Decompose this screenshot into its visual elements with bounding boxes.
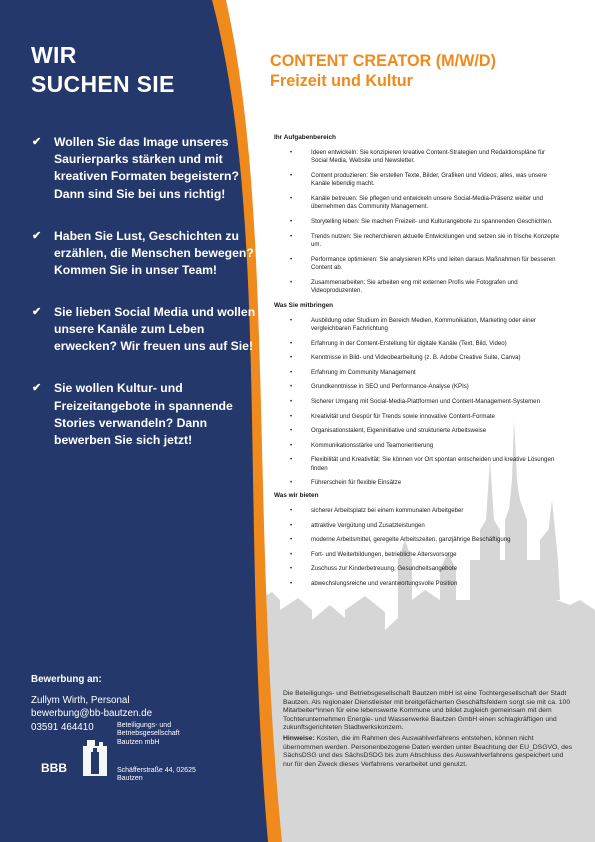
list-item [274,536,570,544]
headline-line-2: SUCHEN SIE [31,71,175,97]
bullet-dot-icon: • [290,412,293,420]
company-name-line: Beteiligungs- und [117,722,172,729]
job-subtitle: Freizeit und Kultur [270,72,413,90]
contact-name: Zullym Wirth, Personal [31,694,130,706]
hint-label: Hinweise: [283,734,315,742]
company-name-line: Bautzen mbH [117,738,160,746]
list-item [274,442,570,450]
section-heading: Ihr Aufgabenbereich [274,134,336,141]
list-item-text: Trends nutzen: Sie recherchieren aktuelle Entwicklungen und setzen sie in frische Konzepte um. [311,232,560,248]
list-item [274,195,570,212]
list-item-text: Erfahrung im Community Management [311,368,416,376]
list-item-text: Organisationstalent, Eigeninitiative und strukturierte Arbeitsweise [311,427,487,435]
list-item-text: Erfahrung in der Content-Erstellung für digitale Kanäle (Text, Bild, Video) [311,339,507,347]
list-item [274,551,570,559]
bullet-dot-icon: • [290,479,293,487]
teaser-bullet [31,134,259,203]
job-description [274,134,570,595]
check-icon: ✔ [32,229,42,242]
list-item [274,456,570,473]
section-offer [274,492,570,588]
list-item [274,565,570,573]
teaser-bullet-text: Sie wollen Kultur- und Freizeitangebote in spannende Stories verwandeln? Dann bewerben Sie sich jetzt! [54,381,233,448]
list-item [274,172,570,189]
list-item [274,340,570,348]
list-item [274,317,570,334]
bullet-dot-icon: • [290,456,293,464]
logo-text: BBB [41,761,67,775]
contact-phone: 03591 464410 [31,721,94,733]
list-item-text: Zusammenarbeiten: Sie arbeiten eng mit externen Profis wie Fotografen und Videoproduzenten. [311,278,518,294]
footer-notes [283,690,575,771]
list-item-text: sicherer Arbeitsplatz bei einem kommunalen Arbeitgeber [311,506,464,514]
contact-email-link[interactable]: bewerbung@bb-bautzen.de [31,708,153,720]
teaser-bullet-list [31,134,259,474]
teaser-bullet [31,304,259,356]
list-item [274,369,570,377]
list-item-text: Zuschuss zur Kinderbetreuung, Gesundheitsangebote [311,565,458,573]
list-item-text: moderne Arbeitsmittel, geregelte Arbeitszeiten, ganzjährige Beschäftigung [311,536,511,544]
bullet-dot-icon: • [290,218,293,225]
company-about: Die Beteiligungs- und Betriebsgesellschaft Bautzen mbH ist eine Tochtergesellschaft der Stadt Bautzen. Als regionaler Dienstleister mit breitgefächerten Geschäftsfeldern sorgt sie mit ca. 100 Mitarbeiter*innen für eine lebenswerte Kommune und bildet zugleich gemeinsam mit dem Tochterunternehmen Energie- und Wasserwerke Bautzen GmbH einen schlagkräftigen und zukunftsgerichteten Stadtwerkskonzern. [283,690,571,732]
list-item-text: Grundkenntnisse in SEO und Performance-Analyse (KPIs) [311,383,469,391]
list-item-text: Ausbildung oder Studium im Bereich Medien, Kommunikation, Marketing oder einer vergleichbaren Fachrichtung [311,316,536,332]
company-name-line: Betriebsgesellschaft [117,730,180,738]
bullet-dot-icon: • [290,441,293,449]
check-icon: ✔ [32,382,42,395]
privacy-hint [283,735,575,769]
bullet-dot-icon: • [290,383,293,391]
list-item [274,427,570,435]
bbb-logo [39,736,109,776]
hint-text: Kosten, die im Rahmen des Auswahlverfahrens entstehen, können nicht übernommen werden. Personenbezogene Daten werden unter Beachtung der EU_DSGVO, des SächsDSG und des SächsDSDG bis zum Abschluss des Auswahlverfahrens gespeichert und nur für den Zweck dieses Verfahrens verarbeitet und genutzt. [283,734,573,768]
list-item [274,580,570,588]
check-icon: ✔ [32,306,42,319]
teaser-bullet [31,228,259,280]
teaser-bullet-text: Wollen Sie das Image unseres Saurierparks stärken und mit kreativen Formaten begeistern? Dann sind Sie bei uns richtig! [54,135,239,201]
list-item [274,218,570,226]
address-line: Schäfferstraße 44, 02625 [117,767,196,774]
bullet-dot-icon: • [290,316,293,324]
list-item-text: Kreativität und Gespür für Trends sowie innovative Content-Formate [311,412,495,420]
section-list [274,507,570,588]
bullet-dot-icon: • [290,536,293,544]
list-item-text: Content produzieren: Sie erstellen Texte, Bilder, Grafiken und Videos, alles, was unsere Kanäle lebendig macht. [311,172,547,188]
list-item-text: Performance optimieren: Sie analysieren KPIs und leiten daraus Maßnahmen für besseren Content ab. [311,255,556,271]
teaser-bullet [31,380,259,449]
bullet-dot-icon: • [290,506,293,514]
list-item-text: Kommunikationsstärke und Teamorientierung [311,441,434,449]
list-item-text: Kenntnisse in Bild- und Videobearbeitung (z. B. Adobe Creative Suite, Canva) [311,354,521,362]
check-icon: ✔ [32,136,42,148]
headline-line-1: WIR [31,42,77,68]
section-list [274,149,570,295]
bullet-dot-icon: • [290,579,293,587]
bullet-dot-icon: • [290,550,293,558]
address-line: Bautzen [117,775,143,783]
section-heading: Was wir bieten [274,491,319,499]
bullet-dot-icon: • [290,368,293,376]
list-item-text: Sicherer Umgang mit Social-Media-Plattformen und Content-Management-Systemen [311,397,540,405]
bullet-dot-icon: • [290,172,293,179]
list-item [274,479,570,487]
list-item-text: Storytelling leben: Sie machen Freizeit- und Kulturangebote zu spannenden Geschichten. [311,218,553,225]
list-item [274,522,570,530]
list-item-text: Kanäle betreuen: Sie pflegen und entwickeln unsere Social-Media-Präsenz weiter und übernehmen das Community Management. [311,195,544,211]
bullet-dot-icon: • [290,354,293,362]
list-item [274,383,570,391]
company-address [117,767,196,784]
list-item-text: Fort- und Weiterbildungen, betriebliche Altersvorsorge [311,550,457,558]
bullet-dot-icon: • [290,195,293,202]
bullet-dot-icon: • [290,565,293,573]
list-item [274,398,570,406]
list-item-text: Flexibilität und Kreativität: Sie können vor Ort spontan entscheiden und kreative Lösungen finden [311,456,555,472]
list-item-text: abwechslungsreiche und verantwortungsvolle Position [311,579,458,587]
job-title: CONTENT CREATOR (M/W/D) [270,52,496,70]
list-item [274,279,570,296]
headline [31,41,175,99]
bullet-dot-icon: • [290,232,293,240]
bullet-dot-icon: • [290,397,293,405]
list-item-text: Ideen entwickeln: Sie konzipieren kreative Content-Strategien und Redaktionspläne für Social Media, Website und Newsletter. [311,149,546,165]
bullet-dot-icon: • [290,427,293,435]
list-item-text: attraktive Vergütung und Zusatzleistungen [311,521,425,529]
bullet-dot-icon: • [290,339,293,347]
bullet-dot-icon: • [290,521,293,529]
company-name [117,722,180,747]
list-item [274,233,570,250]
bullet-dot-icon: • [290,255,293,263]
list-item [274,507,570,515]
teaser-bullet-text: Sie lieben Social Media und wollen unsere Kanäle zum Leben erwecken? Wir freuen uns auf Sie! [54,305,256,354]
section-requirements [274,302,570,488]
teaser-bullet-text: Haben Sie Lust, Geschichten zu erzählen, die Menschen bewegen? Kommen Sie in unser Team! [54,228,254,278]
list-item [274,413,570,421]
section-list [274,317,570,488]
list-item [274,149,570,166]
list-item [274,256,570,273]
bullet-dot-icon: • [290,149,293,156]
section-heading: Was Sie mitbringen [274,301,334,309]
job-title-block [270,51,496,91]
list-item-text: Führerschein für flexible Einsätze [311,479,402,487]
contact-label: Bewerbung an: [31,674,102,685]
section-tasks [274,134,570,295]
list-item [274,354,570,362]
bullet-dot-icon: • [290,278,293,286]
